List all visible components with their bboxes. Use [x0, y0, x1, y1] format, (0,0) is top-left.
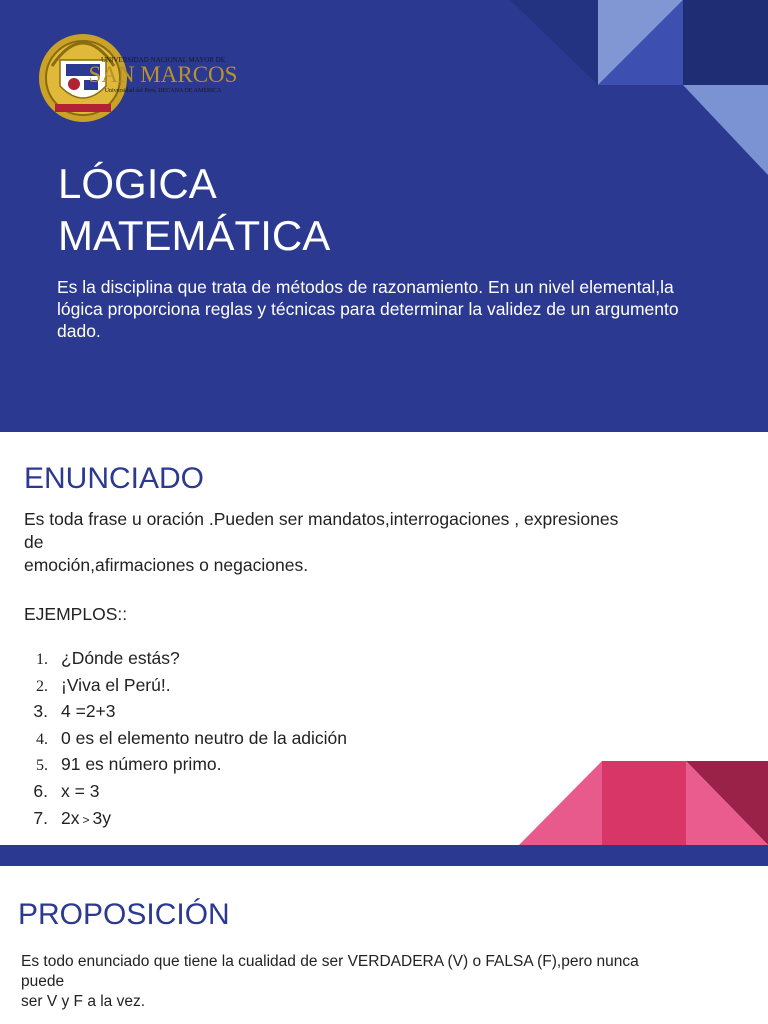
list-number: 5.	[36, 757, 48, 775]
deco-square-dark	[683, 0, 768, 85]
list-text: 0 es el elemento neutro de la adición	[61, 727, 348, 748]
list-item	[24, 701, 347, 728]
slide-intro	[0, 0, 768, 432]
logo-line3: Universidad del Perú, DECANA DE AMÉRICA	[104, 88, 222, 94]
text-line-3: ser V y F a la vez.	[21, 993, 146, 1010]
list-text: ¡Viva el Perú!.	[61, 674, 171, 695]
list-text: 91 es número primo.	[61, 754, 222, 775]
intro-paragraph: Es la disciplina que trata de métodos de razonamiento. En un nivel elemental,la lógica proporciona reglas y técnicas para determinar la validez de un argumento dado.	[57, 277, 679, 341]
logo-line2: SAN MARCOS	[88, 62, 238, 87]
deco-square-magenta	[602, 761, 686, 845]
list-item	[24, 648, 347, 675]
list-item	[24, 675, 347, 702]
list-item	[24, 781, 347, 808]
list-text-b: 3y	[92, 807, 111, 828]
greater-than-symbol: >	[82, 812, 90, 827]
list-number: 1.	[36, 651, 48, 668]
text-line-1: Es toda frase u oración .Pueden ser mandatos,interrogaciones , expresiones	[24, 509, 619, 529]
list-number: 2.	[36, 677, 48, 695]
list-text: x = 3	[61, 780, 100, 801]
section-title: PROPOSICIÓN	[18, 898, 230, 931]
section-text	[24, 508, 714, 577]
examples-list	[24, 648, 347, 834]
text-line-1: Es todo enunciado que tiene la cualidad de ser VERDADERA (V) o FALSA (F),pero nunca	[21, 953, 639, 970]
section-text	[21, 952, 721, 1012]
list-text	[61, 808, 111, 829]
list-number: 6.	[33, 780, 48, 801]
examples-label: EJEMPLOS::	[24, 604, 128, 624]
list-text: ¿Dónde estás?	[61, 648, 180, 668]
page-title	[58, 158, 330, 262]
slide-enunciado	[0, 432, 768, 845]
list-number: 4.	[36, 730, 48, 748]
text-line-3: emoción,afirmaciones o negaciones.	[24, 555, 309, 575]
title-line-1: LÓGICA	[58, 160, 217, 207]
deco-triangle-pink	[519, 761, 602, 845]
logo-line1: UNIVERSIDAD NACIONAL MAYOR DE	[100, 56, 226, 64]
deco-triangle-dark	[510, 0, 598, 85]
list-number: 3.	[33, 701, 48, 722]
slide-proposicion	[0, 866, 768, 1024]
list-text: 4 =2+3	[61, 701, 116, 722]
section-title: ENUNCIADO	[24, 462, 205, 495]
deco-triangle-light-2	[683, 85, 768, 175]
text-line-2: de	[24, 532, 44, 552]
list-text-a: 2x	[61, 807, 80, 828]
section-divider-bar	[0, 845, 768, 866]
list-item	[24, 754, 347, 781]
list-item	[24, 728, 347, 755]
university-logo	[38, 26, 288, 130]
title-line-2: MATEMÁTICA	[58, 212, 331, 259]
text-line-2: puede	[21, 973, 65, 990]
list-item	[24, 808, 347, 835]
list-number: 7.	[33, 807, 48, 828]
